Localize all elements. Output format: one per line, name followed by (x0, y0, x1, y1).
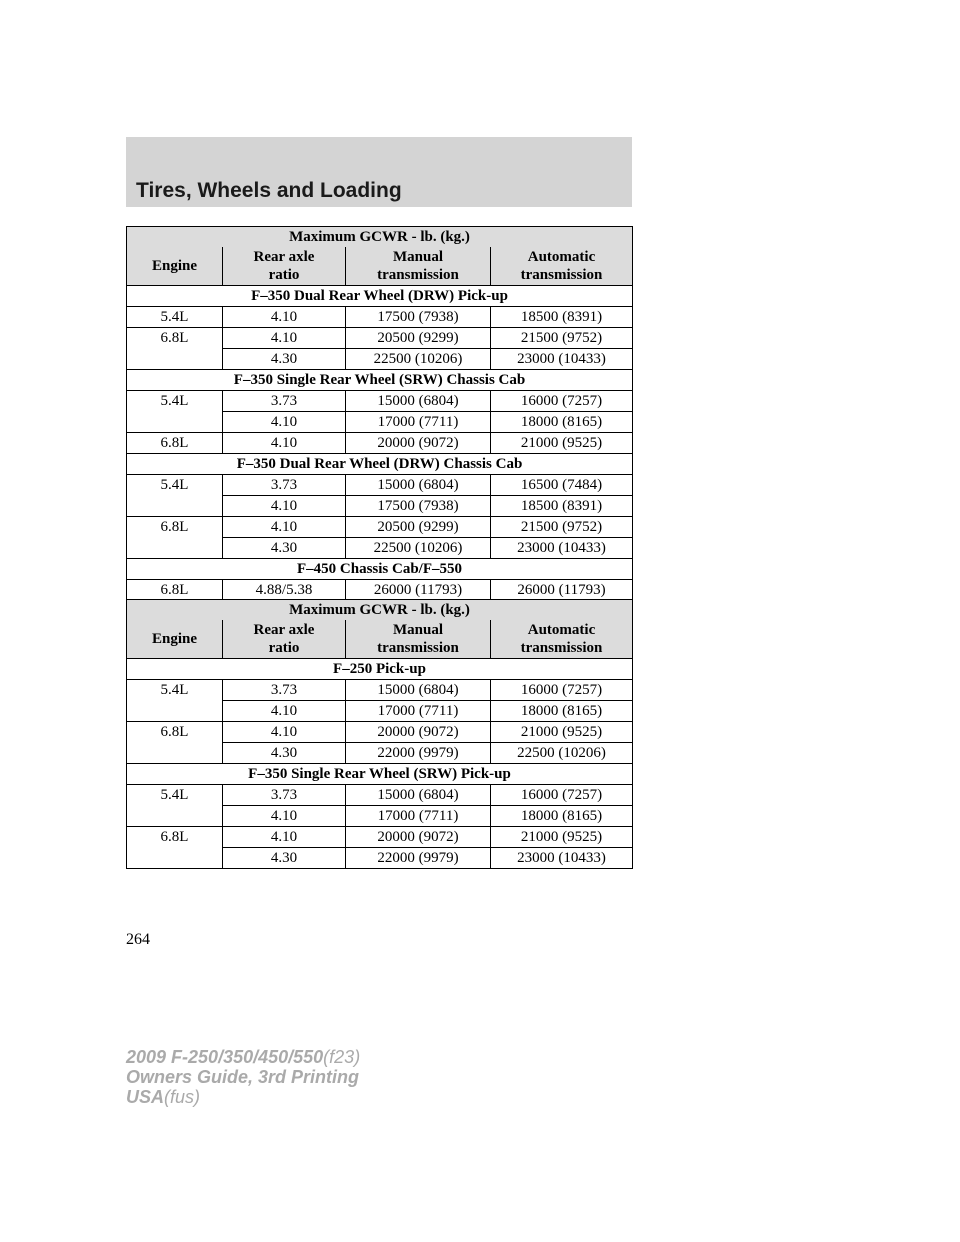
column-header-label: Manual transmission (377, 249, 459, 283)
table-cell: 21500 (9752) (491, 328, 633, 349)
table-cell: 18000 (8165) (491, 806, 633, 827)
table-cell: 4.10 (223, 433, 346, 454)
footer-model-code: (f23) (323, 1047, 361, 1067)
section-name: F–250 Pick-up (127, 659, 633, 680)
table-cell: 22000 (9979) (346, 743, 491, 764)
table-row (127, 349, 633, 370)
table-cell: 4.88/5.38 (223, 580, 346, 601)
table-cell: 4.10 (223, 701, 346, 722)
table-cell: 15000 (6804) (346, 680, 491, 701)
table-cell: 18000 (8165) (491, 412, 633, 433)
table-cell: 21500 (9752) (491, 517, 633, 538)
column-header (346, 620, 491, 659)
column-header-label: Automatic transmission (520, 249, 603, 283)
table-cell: 15000 (6804) (346, 475, 491, 496)
table-cell: 18500 (8391) (491, 496, 633, 517)
table-cell (127, 349, 223, 370)
table-cell: 16000 (7257) (491, 391, 633, 412)
table-cell: 18000 (8165) (491, 701, 633, 722)
table-cell: 4.30 (223, 538, 346, 559)
table-cell: 17500 (7938) (346, 496, 491, 517)
table-cell: 5.4L (127, 391, 223, 412)
table-cell: 20000 (9072) (346, 722, 491, 743)
section-name: F–450 Chassis Cab/F–550 (127, 559, 633, 580)
table-cell: 16500 (7484) (491, 475, 633, 496)
chapter-title: Tires, Wheels and Loading (136, 179, 402, 202)
table-cell: 17000 (7711) (346, 701, 491, 722)
table-cell: 4.10 (223, 827, 346, 848)
table-title: Maximum GCWR - lb. (kg.) (127, 600, 633, 621)
table-cell: 4.30 (223, 743, 346, 764)
table-cell: 17000 (7711) (346, 806, 491, 827)
table-cell: 16000 (7257) (491, 785, 633, 806)
table-cell: 26000 (11793) (491, 580, 633, 601)
table-row (127, 848, 633, 869)
table-row (127, 538, 633, 559)
footer-model: 2009 F-250/350/450/550 (126, 1047, 324, 1067)
column-header-label: Manual transmission (377, 622, 459, 656)
table-row (127, 433, 633, 454)
table-cell (127, 806, 223, 827)
footer-market-code: (fus) (164, 1087, 201, 1107)
column-header (346, 247, 491, 286)
table-cell: 22500 (10206) (346, 538, 491, 559)
table-cell: 4.30 (223, 349, 346, 370)
section-name: F–350 Single Rear Wheel (SRW) Chassis Cab (127, 370, 633, 391)
page-number: 264 (126, 931, 150, 948)
table-cell: 15000 (6804) (346, 391, 491, 412)
column-header-row (127, 620, 633, 659)
table-row (127, 412, 633, 433)
section-header-row (127, 559, 633, 580)
footer-market: USA (126, 1087, 165, 1107)
table-row (127, 328, 633, 349)
table-cell: 4.10 (223, 412, 346, 433)
table-cell: 21000 (9525) (491, 722, 633, 743)
table-title: Maximum GCWR - lb. (kg.) (127, 227, 633, 248)
table-cell (127, 848, 223, 869)
table-cell: 26000 (11793) (346, 580, 491, 601)
table-cell: 3.73 (223, 680, 346, 701)
table-cell: 23000 (10433) (491, 349, 633, 370)
print-footer (126, 1047, 360, 1107)
footer-edition: Owners Guide, 3rd Printing (126, 1067, 360, 1087)
table-cell: 20500 (9299) (346, 328, 491, 349)
table-cell: 4.30 (223, 848, 346, 869)
table-row (127, 701, 633, 722)
table-cell (127, 538, 223, 559)
table-title-row (127, 600, 633, 621)
table-row (127, 827, 633, 848)
table-row (127, 307, 633, 328)
column-header (491, 620, 633, 659)
table-row (127, 680, 633, 701)
section-header-row (127, 370, 633, 391)
table-cell: 17000 (7711) (346, 412, 491, 433)
table-cell: 23000 (10433) (491, 848, 633, 869)
table-cell (127, 496, 223, 517)
table-cell: 4.10 (223, 806, 346, 827)
column-header (127, 247, 223, 286)
table-cell: 20500 (9299) (346, 517, 491, 538)
section-header-row (127, 286, 633, 307)
table-row (127, 785, 633, 806)
section-name: F–350 Dual Rear Wheel (DRW) Chassis Cab (127, 454, 633, 475)
gcwr-table-1 (126, 226, 633, 601)
table-cell: 5.4L (127, 785, 223, 806)
table-cell: 18500 (8391) (491, 307, 633, 328)
column-header-label: Automatic transmission (520, 622, 603, 656)
table-cell: 21000 (9525) (491, 433, 633, 454)
table-cell: 3.73 (223, 785, 346, 806)
table-cell: 16000 (7257) (491, 680, 633, 701)
column-header (223, 247, 346, 286)
table-cell (127, 701, 223, 722)
table-row (127, 806, 633, 827)
column-header-row (127, 247, 633, 286)
column-header (491, 247, 633, 286)
table-cell: 22500 (10206) (346, 349, 491, 370)
table-cell (127, 743, 223, 764)
table-row (127, 580, 633, 601)
table-cell: 17500 (7938) (346, 307, 491, 328)
column-header-label: Engine (151, 258, 197, 274)
table-cell: 6.8L (127, 433, 223, 454)
table-row (127, 517, 633, 538)
column-header-label: Rear axle ratio (253, 249, 315, 283)
section-header-row (127, 659, 633, 680)
column-header (223, 620, 346, 659)
table-cell: 3.73 (223, 475, 346, 496)
table-cell: 21000 (9525) (491, 827, 633, 848)
column-header-label: Rear axle ratio (253, 622, 315, 656)
column-header (127, 620, 223, 659)
table-cell: 4.10 (223, 307, 346, 328)
table-cell: 5.4L (127, 475, 223, 496)
table-cell: 15000 (6804) (346, 785, 491, 806)
column-header-label: Engine (151, 631, 197, 647)
table-cell: 5.4L (127, 680, 223, 701)
table-cell: 6.8L (127, 580, 223, 601)
table-title-row (127, 227, 633, 248)
table-cell: 23000 (10433) (491, 538, 633, 559)
table-cell (127, 412, 223, 433)
table-cell: 22000 (9979) (346, 848, 491, 869)
table-cell: 4.10 (223, 517, 346, 538)
table-cell: 5.4L (127, 307, 223, 328)
table-cell: 4.10 (223, 722, 346, 743)
table-cell: 4.10 (223, 328, 346, 349)
table-cell: 6.8L (127, 517, 223, 538)
table-row (127, 496, 633, 517)
section-header-row (127, 764, 633, 785)
table-cell: 20000 (9072) (346, 433, 491, 454)
table-cell: 6.8L (127, 722, 223, 743)
gcwr-table-2 (126, 599, 633, 869)
table-cell: 3.73 (223, 391, 346, 412)
chapter-header (126, 137, 632, 207)
table-cell: 6.8L (127, 827, 223, 848)
table-row (127, 743, 633, 764)
table-cell: 22500 (10206) (491, 743, 633, 764)
section-name: F–350 Dual Rear Wheel (DRW) Pick-up (127, 286, 633, 307)
table-row (127, 722, 633, 743)
table-row (127, 475, 633, 496)
section-header-row (127, 454, 633, 475)
table-row (127, 391, 633, 412)
table-cell: 6.8L (127, 328, 223, 349)
table-cell: 20000 (9072) (346, 827, 491, 848)
table-cell: 4.10 (223, 496, 346, 517)
section-name: F–350 Single Rear Wheel (SRW) Pick-up (127, 764, 633, 785)
